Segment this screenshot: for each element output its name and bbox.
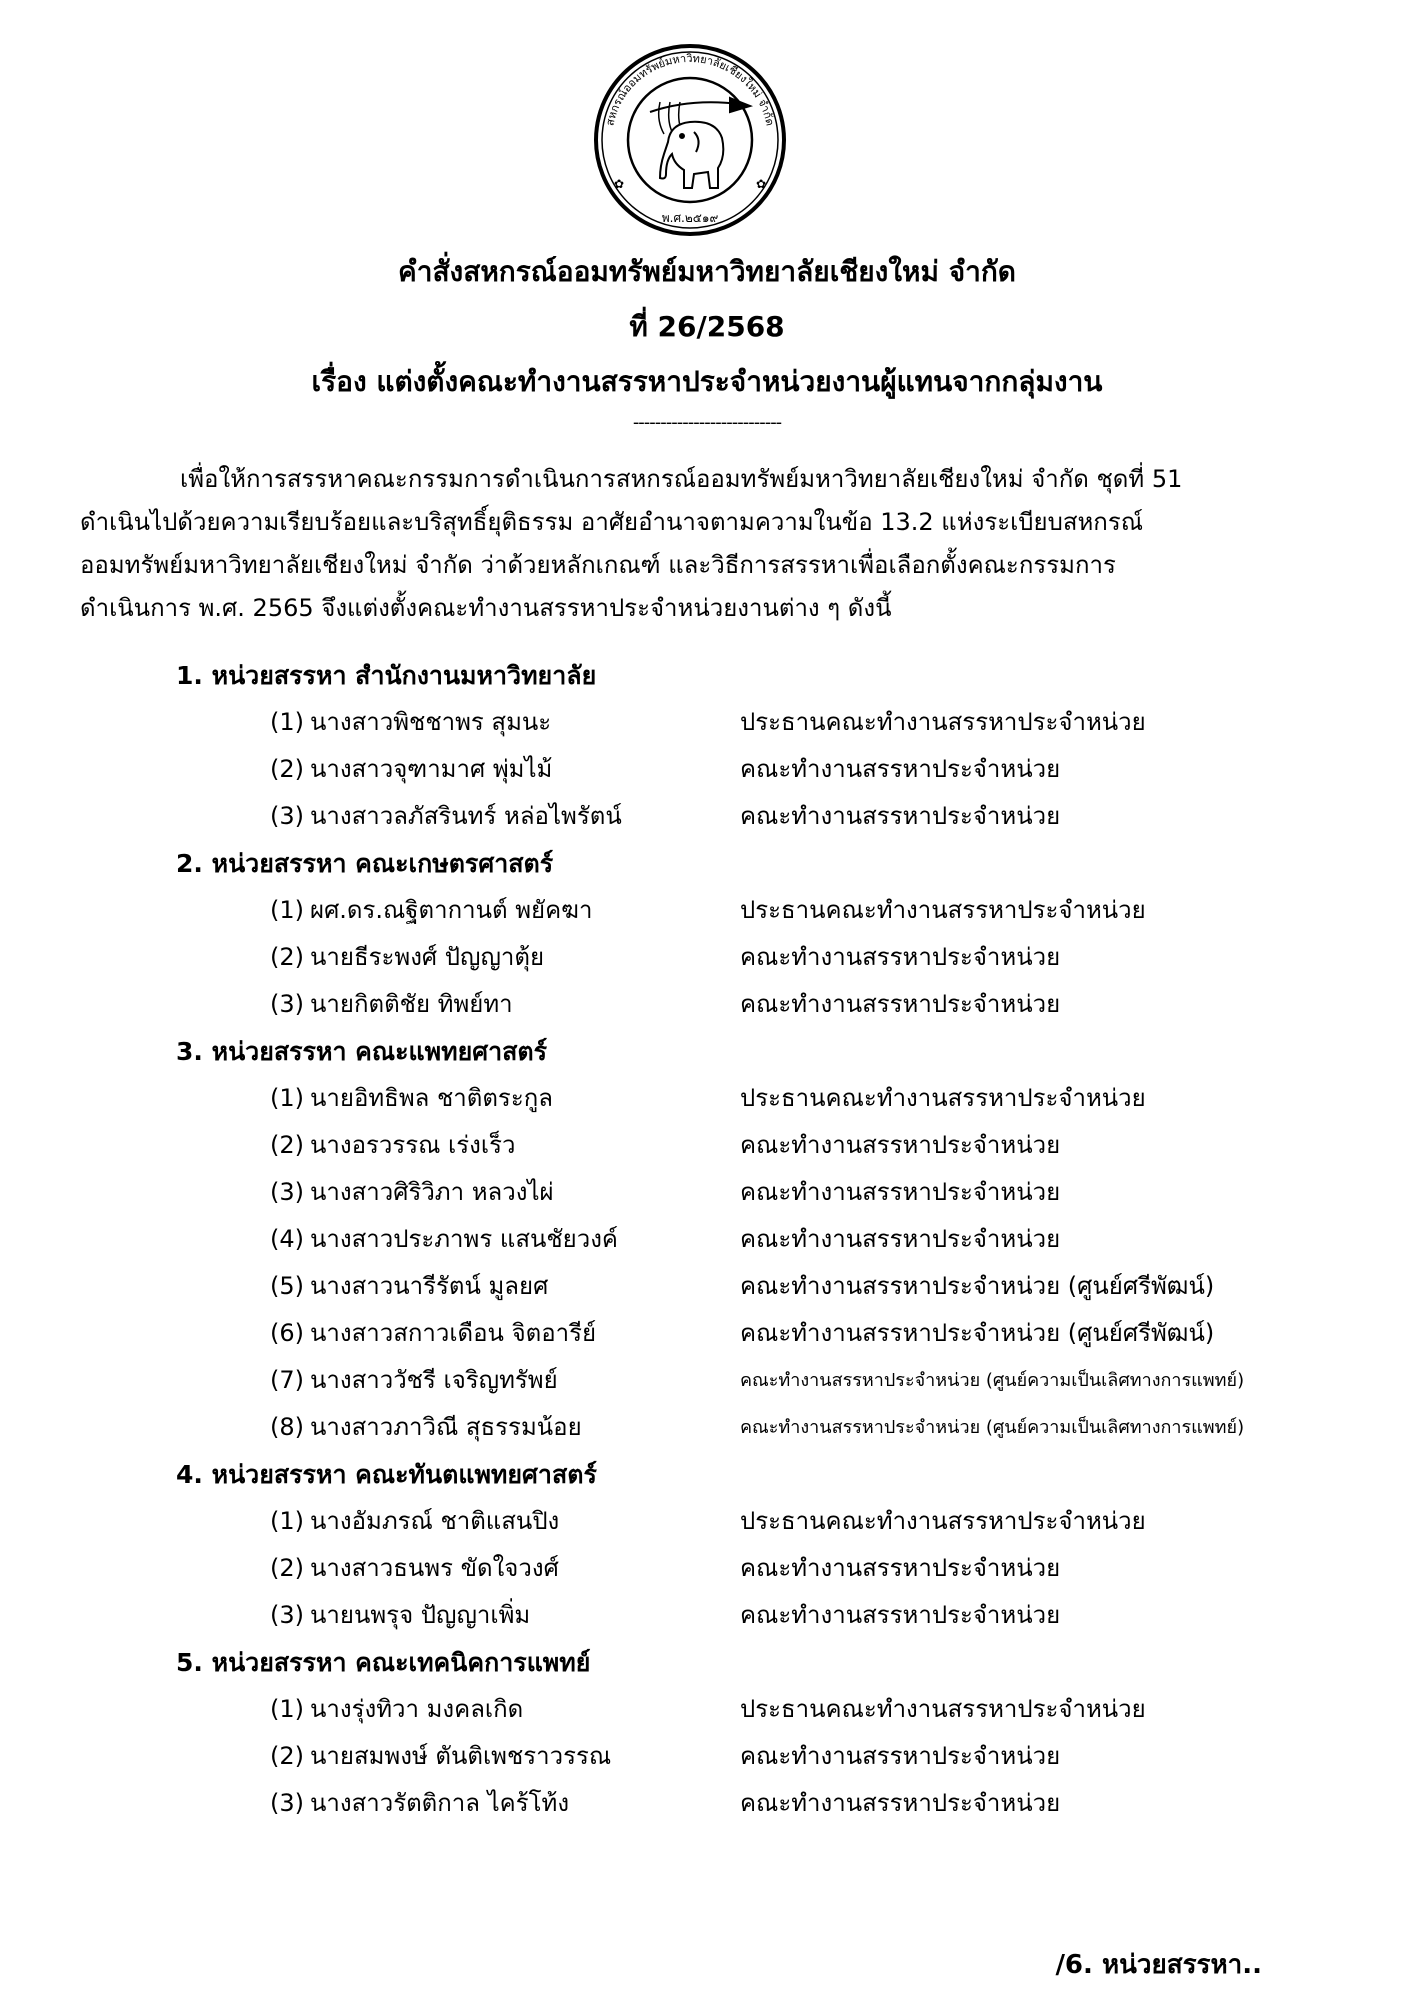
section-heading: 1. หน่วยสรรหา สำนักงานมหาวิทยาลัย: [176, 661, 597, 690]
document-title: คำสั่งสหกรณ์ออมทรัพย์มหาวิทยาลัยเชียงใหม่ จำกัด: [398, 255, 1016, 288]
member-row: [0, 1733, 1414, 1780]
order-number: ที่ 26/2568: [629, 310, 785, 343]
member-name: นางสาวธนพร ขัดใจวงศ์: [310, 1554, 559, 1582]
section-heading: 5. หน่วยสรรหา คณะเทคนิคการแพทย์: [176, 1648, 591, 1677]
member-name: นายนพรุจ ปัญญาเพิ่ม: [310, 1601, 531, 1629]
member-number: (2): [270, 1131, 304, 1159]
member-row: [0, 1075, 1414, 1122]
member-row: [0, 887, 1414, 934]
member-row: [0, 1357, 1414, 1404]
member-row: [0, 1686, 1414, 1733]
member-name: นายอิทธิพล ชาติตระกูล: [310, 1084, 553, 1112]
member-role: คณะทำงานสรรหาประจำหน่วย: [740, 1554, 1061, 1582]
member-number: (6): [270, 1319, 304, 1347]
member-number: (4): [270, 1225, 304, 1253]
member-number: (1): [270, 1695, 304, 1723]
member-number: (5): [270, 1272, 304, 1300]
member-name: นายธีระพงศ์ ปัญญาตุ้ย: [310, 943, 545, 971]
member-number: (1): [270, 1507, 304, 1535]
member-role: คณะทำงานสรรหาประจำหน่วย: [740, 755, 1061, 783]
member-role: คณะทำงานสรรหาประจำหน่วย (ศูนย์ศรีพัฒน์): [740, 1319, 1215, 1347]
intro-line: ออมทรัพย์มหาวิทยาลัยเชียงใหม่ จำกัด ว่าด้วยหลักเกณฑ์ และวิธีการสรรหาเพื่อเลือกตั้งคณะกรรมการ: [80, 551, 1116, 579]
member-role: ประธานคณะทำงานสรรหาประจำหน่วย: [740, 1507, 1146, 1535]
member-name: ผศ.ดร.ณฐิตากานต์ พยัคฆา: [310, 896, 593, 924]
member-role: คณะทำงานสรรหาประจำหน่วย: [740, 1601, 1061, 1629]
member-number: (3): [270, 1178, 304, 1206]
member-name: นายสมพงษ์ ตันติเพชราวรรณ: [310, 1742, 612, 1770]
member-row: [0, 1122, 1414, 1169]
member-number: (3): [270, 990, 304, 1018]
member-number: (2): [270, 755, 304, 783]
member-name: นางสาวรัตติกาล ไคร้โท้ง: [310, 1789, 570, 1817]
member-row: [0, 699, 1414, 746]
member-number: (3): [270, 1601, 304, 1629]
seal-rosette-left: ✿: [614, 177, 625, 191]
member-number: (1): [270, 896, 304, 924]
member-role: คณะทำงานสรรหาประจำหน่วย: [740, 1789, 1061, 1817]
elephant-emblem: [660, 122, 723, 188]
member-row: [0, 1404, 1414, 1451]
member-role: ประธานคณะทำงานสรรหาประจำหน่วย: [740, 708, 1146, 736]
separator-line: ---------------------------: [632, 412, 782, 433]
member-role: ประธานคณะทำงานสรรหาประจำหน่วย: [740, 1695, 1146, 1723]
member-name: นางสาวภาวิณี สุธรรมน้อย: [310, 1413, 582, 1441]
member-row: [0, 981, 1414, 1028]
intro-line: เพื่อให้การสรรหาคณะกรรมการดำเนินการสหกรณ์ออมทรัพย์มหาวิทยาลัยเชียงใหม่ จำกัด ชุดที่ 51: [180, 465, 1183, 493]
member-number: (2): [270, 1742, 304, 1770]
member-role: คณะทำงานสรรหาประจำหน่วย: [740, 943, 1061, 971]
member-row: [0, 1498, 1414, 1545]
member-role: คณะทำงานสรรหาประจำหน่วย: [740, 990, 1061, 1018]
member-row: [0, 1216, 1414, 1263]
member-name: นางรุ่งทิวา มงคลเกิด: [310, 1695, 524, 1723]
section-heading: 4. หน่วยสรรหา คณะทันตแพทยศาสตร์: [176, 1460, 597, 1489]
member-row: [0, 746, 1414, 793]
member-role: ประธานคณะทำงานสรรหาประจำหน่วย: [740, 1084, 1146, 1112]
member-row: [0, 1263, 1414, 1310]
member-number: (3): [270, 802, 304, 830]
member-role: คณะทำงานสรรหาประจำหน่วย (ศูนย์ความเป็นเลิศทางการแพทย์): [740, 1417, 1245, 1438]
member-row: [0, 1545, 1414, 1592]
member-row: [0, 1310, 1414, 1357]
member-name: นางสาวประภาพร แสนชัยวงค์: [310, 1225, 618, 1253]
member-name: นางสาววัชรี เจริญทรัพย์: [310, 1366, 558, 1394]
member-number: (3): [270, 1789, 304, 1817]
member-role: คณะทำงานสรรหาประจำหน่วย: [740, 802, 1061, 830]
member-name: นางสาวจุฑามาศ พุ่มไม้: [310, 755, 553, 783]
section-heading: 3. หน่วยสรรหา คณะแพทยศาสตร์: [176, 1037, 548, 1066]
cooperative-seal: [590, 40, 790, 240]
member-row: [0, 793, 1414, 840]
member-row: [0, 1780, 1414, 1827]
member-role: คณะทำงานสรรหาประจำหน่วย: [740, 1742, 1061, 1770]
member-name: นางสาวพิชชาพร สุมนะ: [310, 708, 552, 736]
member-role: คณะทำงานสรรหาประจำหน่วย (ศูนย์ศรีพัฒน์): [740, 1272, 1215, 1300]
member-name: นางสาวสกาวเดือน จิตอารีย์: [310, 1319, 597, 1347]
seal-top-text: สหกรณ์ออมทรัพย์มหาวิทยาลัยเชียงใหม่ จำกัด: [603, 51, 777, 127]
seal-bottom-text: พ.ศ.๒๕๑๙: [661, 211, 719, 225]
member-name: นางสาวศิริวิภา หลวงไผ่: [310, 1178, 554, 1206]
member-role: คณะทำงานสรรหาประจำหน่วย (ศูนย์ความเป็นเลิศทางการแพทย์): [740, 1370, 1245, 1391]
member-name: นางสาวนารีรัตน์ มูลยศ: [310, 1272, 549, 1300]
unit-sections: [0, 652, 1414, 1827]
member-row: [0, 1169, 1414, 1216]
member-row: [0, 1592, 1414, 1639]
intro-line: ดำเนินไปด้วยความเรียบร้อยและบริสุทธิ์ยุติธรรม อาศัยอำนาจตามความในข้อ 13.2 แห่งระเบียบสหกรณ์: [80, 508, 1143, 536]
section-heading: 2. หน่วยสรรหา คณะเกษตรศาสตร์: [176, 849, 554, 878]
intro-paragraph: [80, 458, 1340, 630]
member-role: คณะทำงานสรรหาประจำหน่วย: [740, 1225, 1061, 1253]
member-number: (2): [270, 1554, 304, 1582]
member-number: (7): [270, 1366, 304, 1394]
member-role: คณะทำงานสรรหาประจำหน่วย: [740, 1131, 1061, 1159]
member-number: (2): [270, 943, 304, 971]
member-row: [0, 934, 1414, 981]
member-role: คณะทำงานสรรหาประจำหน่วย: [740, 1178, 1061, 1206]
member-name: นางอัมภรณ์ ชาติแสนปิง: [310, 1507, 560, 1535]
seal-rosette-right: ✿: [756, 177, 767, 191]
member-name: นายกิตติชัย ทิพย์ทา: [310, 990, 513, 1018]
continuation-marker: /6. หน่วยสรรหา..: [1055, 1950, 1262, 1980]
intro-line: ดำเนินการ พ.ศ. 2565 จึงแต่งตั้งคณะทำงานสรรหาประจำหน่วยงานต่าง ๆ ดังนี้: [80, 594, 892, 622]
order-subject: เรื่อง แต่งตั้งคณะทำงานสรรหาประจำหน่วยงานผู้แทนจากกลุ่มงาน: [311, 365, 1103, 398]
member-name: นางสาวลภัสรินทร์ หล่อไพรัตน์: [310, 802, 622, 830]
member-role: ประธานคณะทำงานสรรหาประจำหน่วย: [740, 896, 1146, 924]
member-number: (8): [270, 1413, 304, 1441]
member-name: นางอรวรรณ เร่งเร็ว: [310, 1131, 516, 1159]
member-number: (1): [270, 708, 304, 736]
member-number: (1): [270, 1084, 304, 1112]
